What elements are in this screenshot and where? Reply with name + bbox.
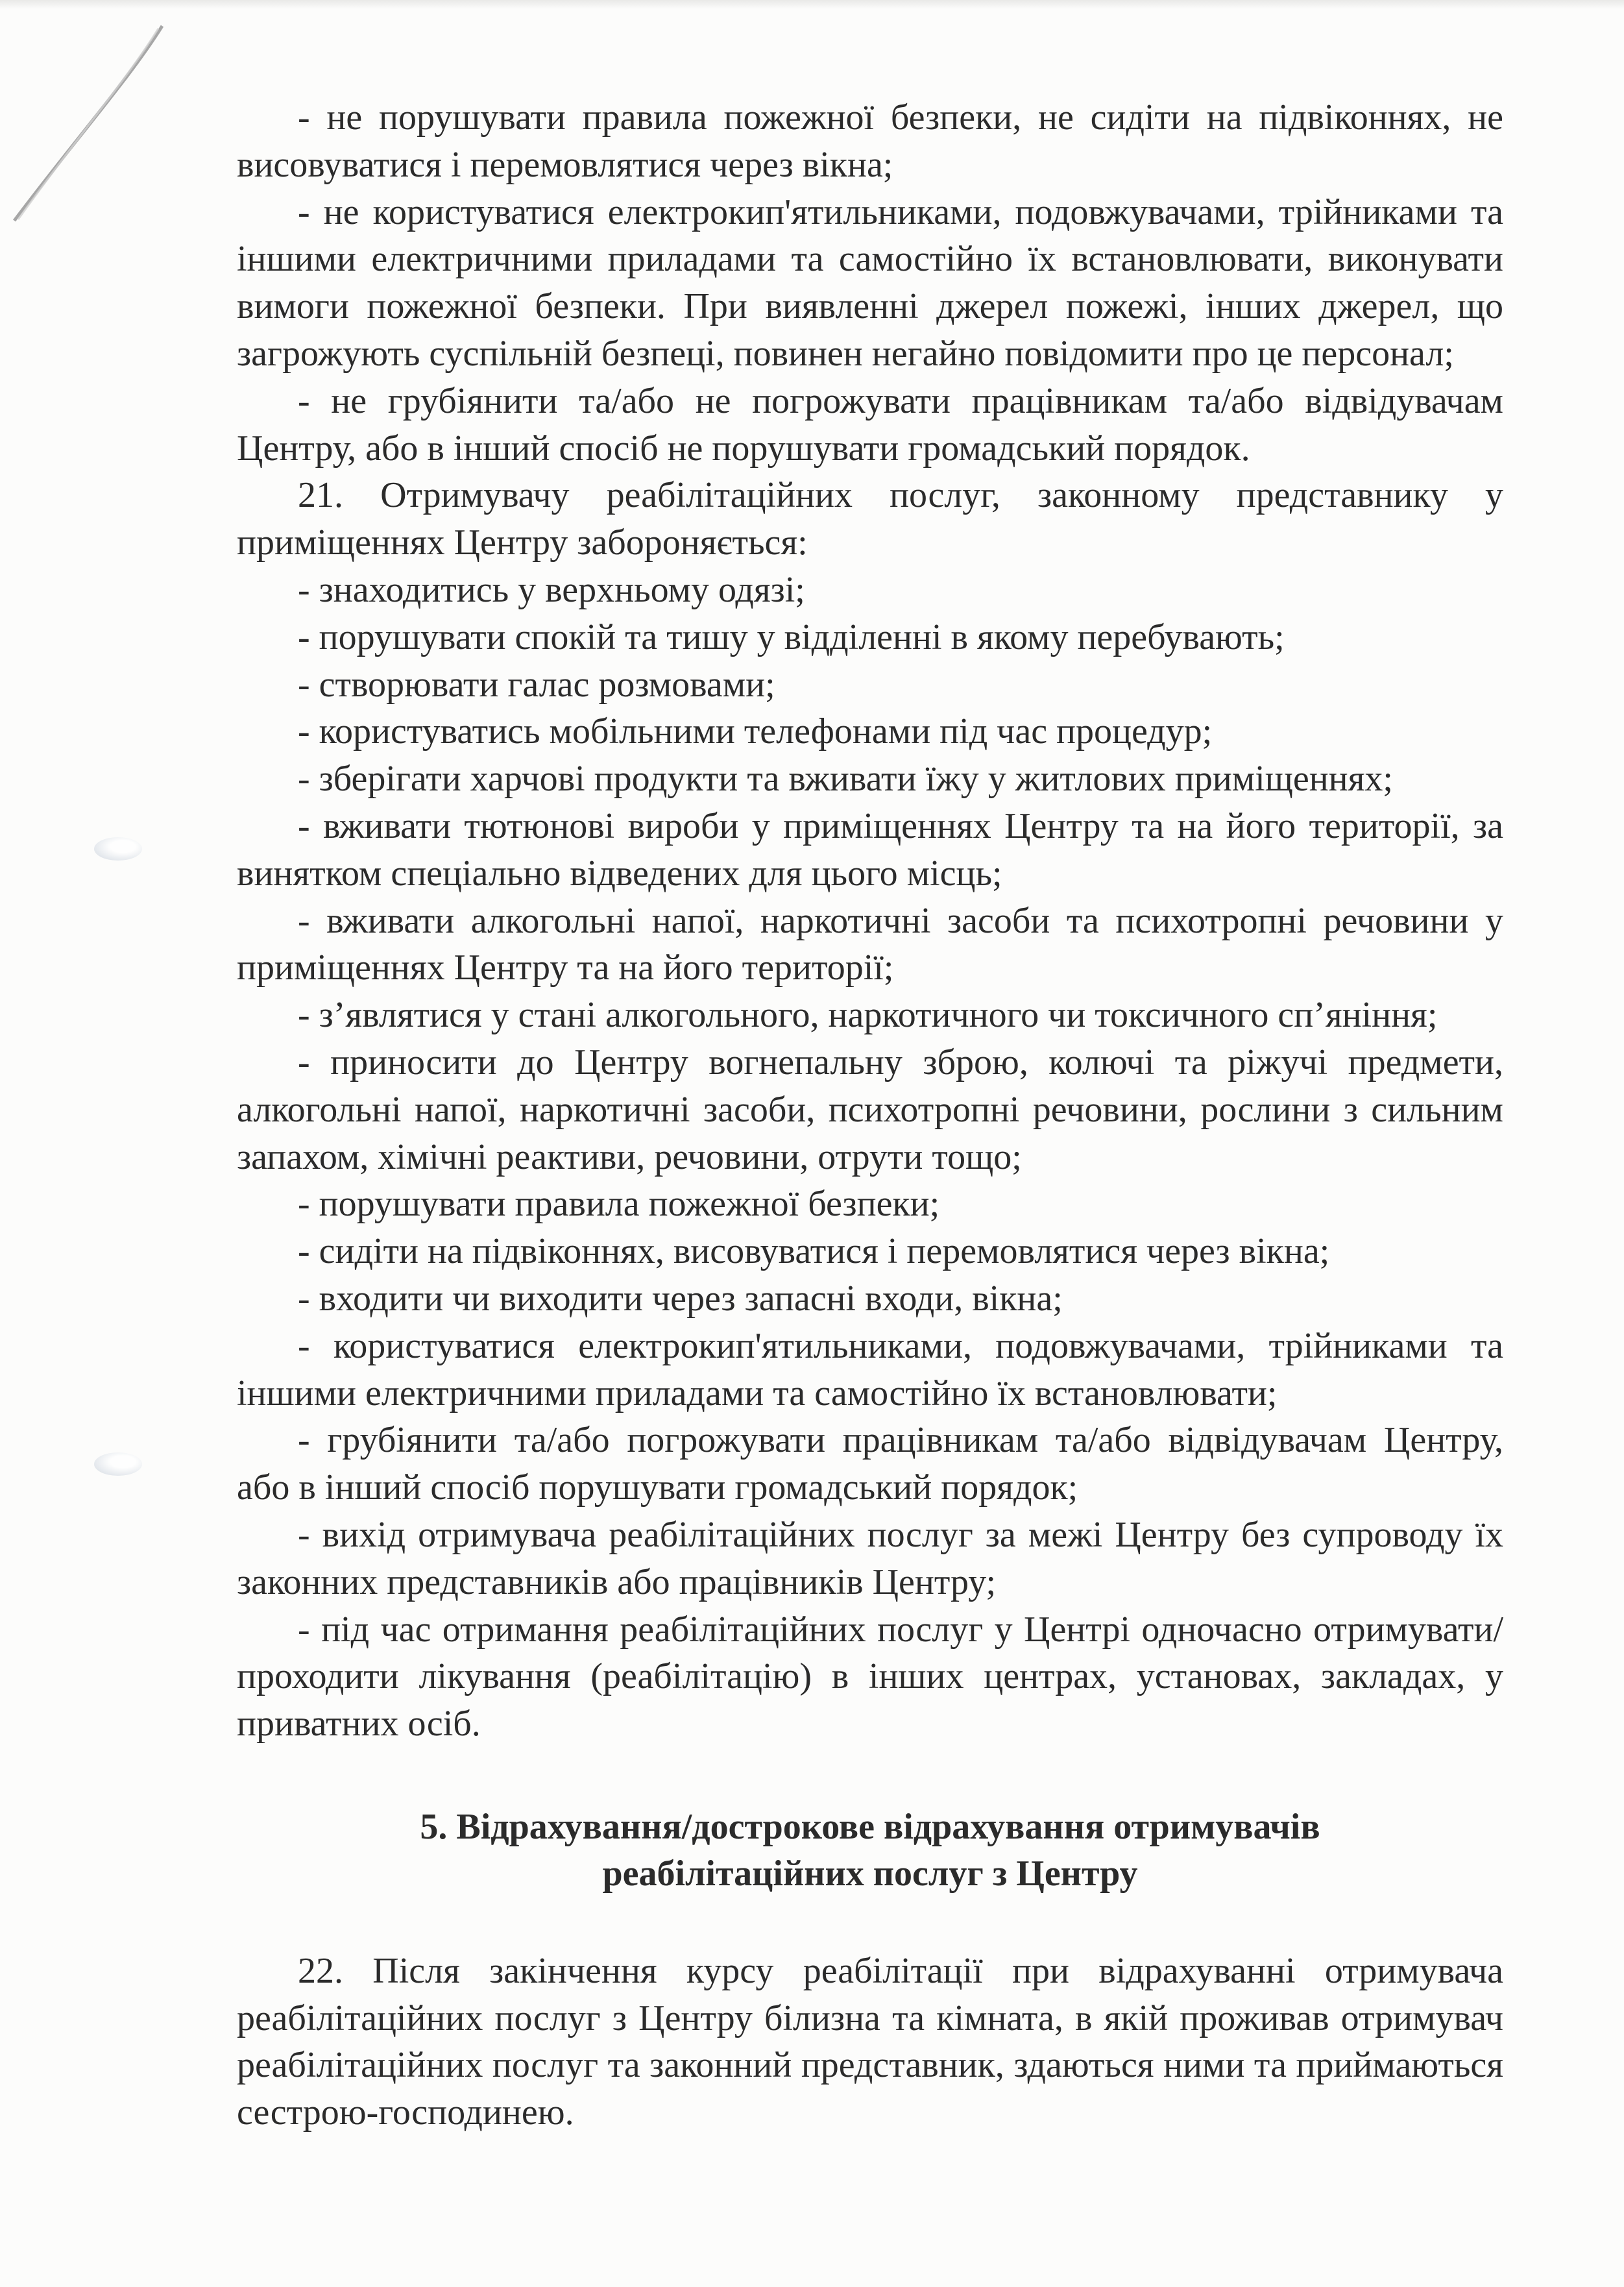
paragraph: - не порушувати правила пожежної безпеки, не сидіти на підвіконнях, не висовуватися і перемовлятися через вікна;: [237, 97, 1503, 185]
paragraph-21: 21. Отримувачу реабілітаційних послуг, законному представнику у приміщеннях Центру забороняється:: [237, 475, 1503, 563]
list-item: - створювати галас розмовами;: [298, 664, 775, 705]
list-item: - з’являтися у стані алкогольного, наркотичного чи токсичного сп’яніння;: [298, 995, 1438, 1036]
list-item: - вихід отримувача реабілітаційних послуг за межі Центру без супроводу їх законних представників або працівників Центру;: [237, 1514, 1503, 1602]
paragraph: - не користуватися електрокип'ятильниками, подовжувачами, трійниками та іншими електричними приладами та самостійно їх встановлювати, виконувати вимоги пожежної безпеки. При виявленні джерел пожежі, інших джерел, що загрожують суспільній безпеці, повинен негайно повідомити про це персонал;: [237, 191, 1503, 374]
section-heading: [237, 1804, 1503, 1897]
list-item: - під час отримання реабілітаційних послуг у Центрі одночасно отримувати/проходити лікування (реабілітацію) в інших центрах, установах, закладах, у приватних осіб.: [237, 1609, 1503, 1744]
scan-edge: [0, 0, 1624, 9]
list-item: - входити чи виходити через запасні входи, вікна;: [298, 1278, 1063, 1319]
list-item: - користуватися електрокип'ятильниками, подовжувачами, трійниками та іншими електричними приладами та самостійно їх встановлювати;: [237, 1325, 1503, 1413]
paragraph: - не грубіянити та/або не погрожувати працівникам та/або відвідувачам Центру, або в інший спосіб не порушувати громадський порядок.: [237, 380, 1503, 469]
list-item: - користуватись мобільними телефонами під час процедур;: [298, 711, 1213, 752]
list-item: - порушувати спокій та тишу у відділенні в якому перебувають;: [298, 617, 1285, 657]
punch-hole-mark: [94, 837, 142, 861]
page-fold-mark: [0, 19, 169, 227]
list-item: - сидіти на підвіконнях, висовуватися і перемовлятися через вікна;: [298, 1231, 1330, 1272]
paragraph-22: 22. Після закінчення курсу реабілітації при відрахуванні отримувача реабілітаційних послуг з Центру білизна та кімната, в якій проживав отримувач реабілітаційних послуг та законний представник, здаються ними та приймаються сестрою-господинею.: [237, 1950, 1503, 2133]
list-item: - знаходитись у верхньому одязі;: [298, 569, 805, 610]
list-item: - зберігати харчові продукти та вживати їжу у житлових приміщеннях;: [298, 759, 1393, 800]
section-heading-line: реабілітаційних послуг з Центру: [602, 1853, 1138, 1894]
list-item: - вживати тютюнові вироби у приміщеннях Центру та на його території, за винятком спеціально відведених для цього місць;: [237, 805, 1503, 894]
list-item: - грубіянити та/або погрожувати працівникам та/або відвідувачам Центру, або в інший спосіб порушувати громадський порядок;: [237, 1420, 1503, 1508]
section-heading-line: 5. Відрахування/дострокове відрахування отримувачів: [420, 1806, 1320, 1847]
punch-hole-mark: [94, 1452, 142, 1476]
document-body: [237, 94, 1503, 2136]
list-item: - приносити до Центру вогнепальну зброю, колючі та ріжучі предмети, алкогольні напої, наркотичні засоби, психотропні речовини, рослини з сильним запахом, хімічні реактиви, речовини, отрути тощо;: [237, 1042, 1503, 1177]
list-item: - вживати алкогольні напої, наркотичні засоби та психотропні речовини у приміщеннях Центру та на його території;: [237, 900, 1503, 988]
list-item: - порушувати правила пожежної безпеки;: [298, 1184, 940, 1225]
